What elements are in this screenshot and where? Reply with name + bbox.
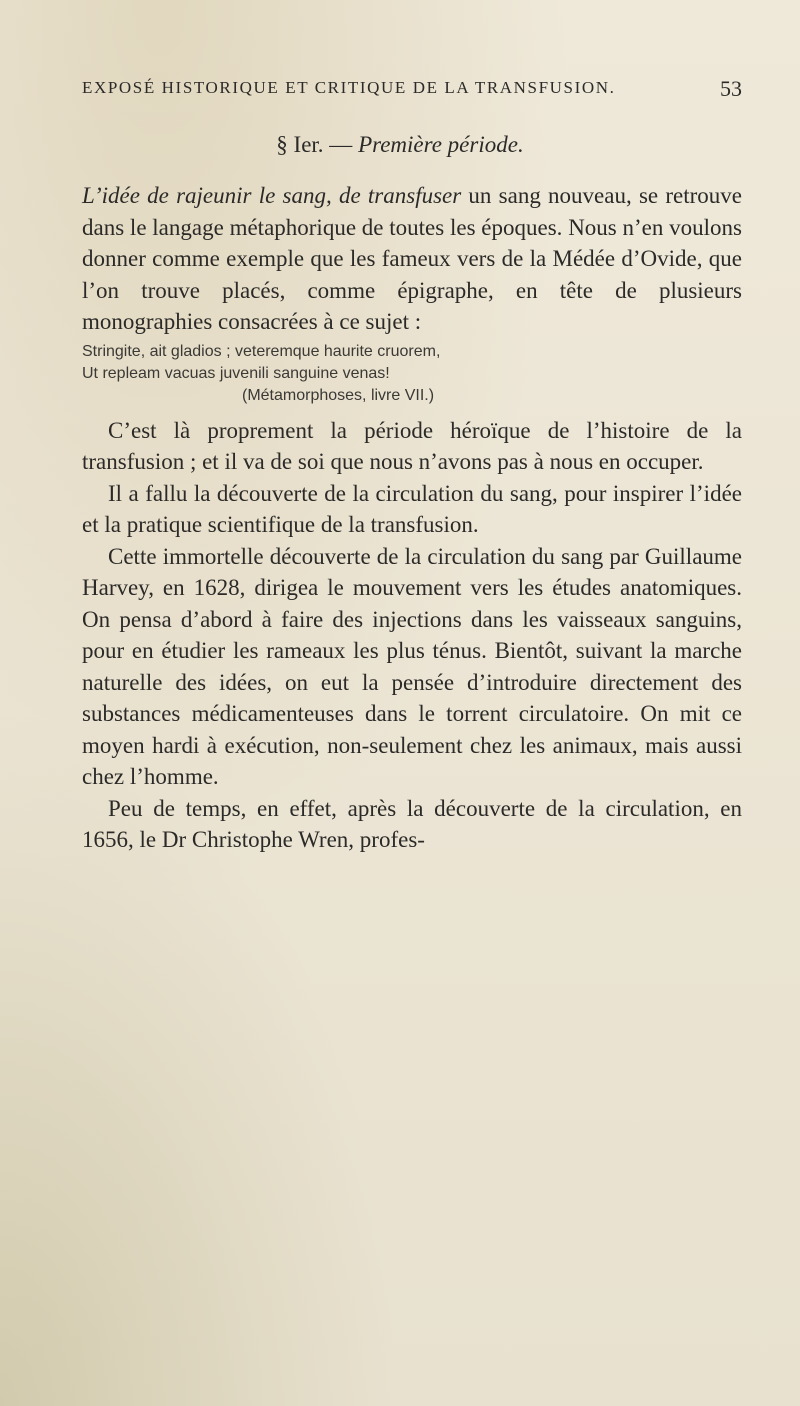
- epigraph: [82, 341, 742, 407]
- epigraph-source: (Métamorphoses, livre VII.): [242, 386, 435, 404]
- running-head: [82, 76, 742, 101]
- epigraph-line-1: Stringite, ait gladios ; veteremque haurite cruorem,: [82, 342, 441, 360]
- section-title: Première période.: [358, 132, 524, 157]
- paragraph: Cette immortelle découverte de la circulation du sang par Guillaume Harvey, en 1628, dirigea le mouvement vers les études anatomiques. On pensa d’abord à faire des injections dans les vaisseaux sanguins, pour en étudier les rameaux les plus ténus. Bientôt, suivant la marche naturelle des idées, on eut la pensée d’introduire directement des substances médicamenteuses dans le torrent circulatoire. On mit ce moyen hardi à exécution, non-seulement chez les animaux, mais aussi chez l’homme.: [82, 543, 742, 789]
- epigraph-line-2: Ut repleam vacuas juvenili sanguine venas!: [82, 364, 390, 382]
- section-number: § Ier. —: [276, 132, 353, 157]
- paragraph: Peu de temps, en effet, après la découverte de la circulation, en 1656, le Dr Christophe Wren, profes-: [82, 795, 742, 852]
- page-number: 53: [720, 76, 742, 101]
- italic-phrase: L’idée de rajeunir le sang, de transfuser: [82, 183, 462, 208]
- body-text: [82, 180, 742, 856]
- paragraph-intro-text: un sang nouveau, se retrouve dans le langage métaphorique de toutes les époques. Nous n’en voulons donner comme exemple que les fameux vers de la Médée d’Ovide, que l’on trouve placés, comme épigraphe, en tête de plusieurs monographies consacrées à ce sujet :: [82, 183, 742, 334]
- paragraph: C’est là proprement la période héroïque de l’histoire de la transfusion ; et il va de soi que nous n’avons pas à nous en occuper.: [82, 417, 742, 474]
- section-heading: [0, 132, 800, 158]
- running-title: EXPOSÉ HISTORIQUE ET CRITIQUE DE LA TRANSFUSION.: [82, 78, 616, 97]
- paragraph-intro: [82, 180, 742, 338]
- paragraph: Il a fallu la découverte de la circulation du sang, pour inspirer l’idée et la pratique scientifique de la transfusion.: [82, 480, 742, 537]
